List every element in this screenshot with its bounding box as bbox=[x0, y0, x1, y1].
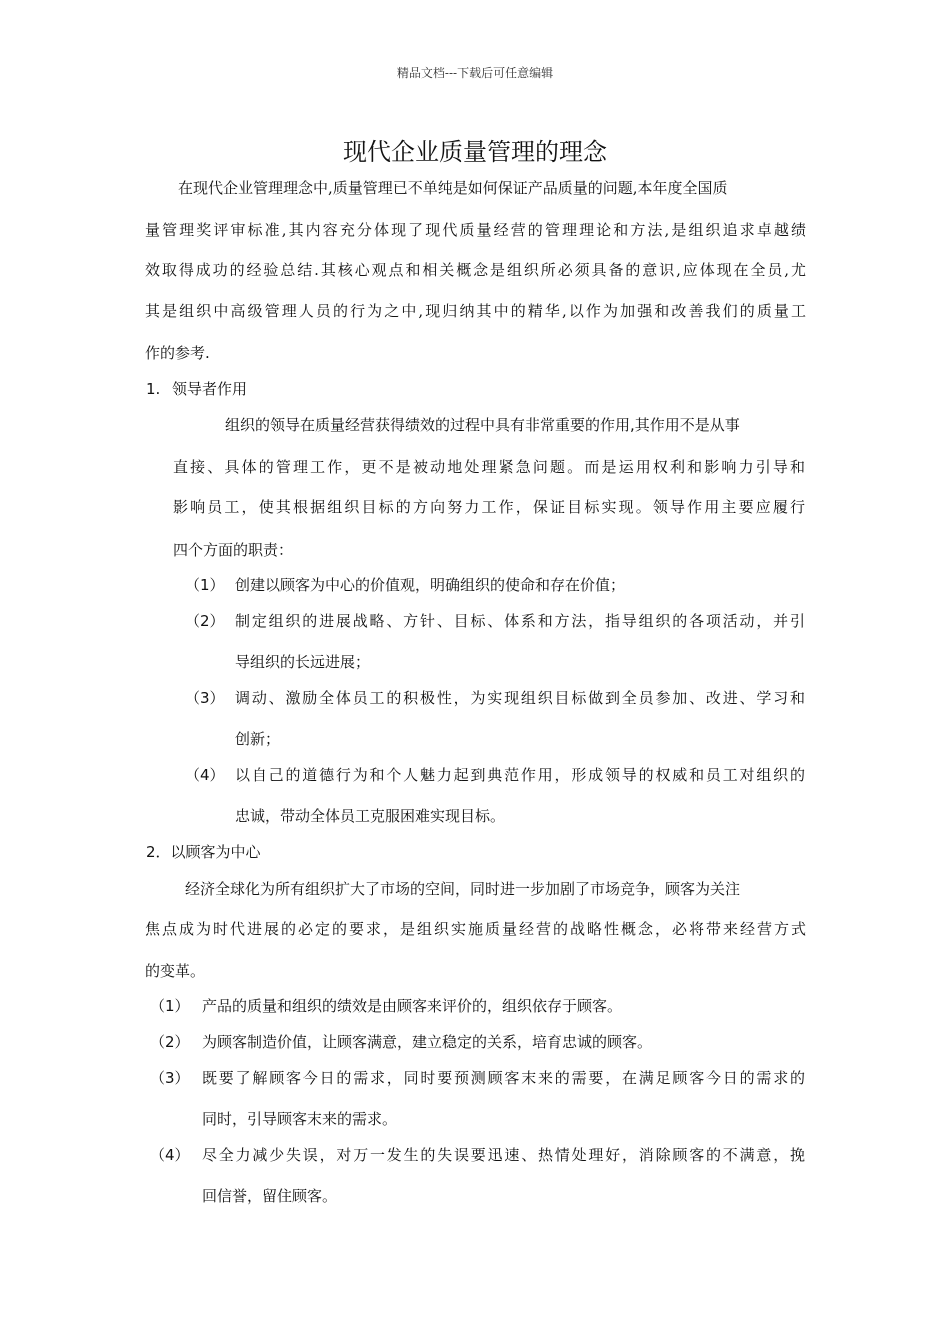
list-item-text: 回信誉，留住顾客。 bbox=[202, 1187, 338, 1205]
list-item-number: （2） bbox=[185, 612, 225, 630]
section-heading: 领导者作用 bbox=[172, 380, 248, 398]
section-paragraph-line: 组织的领导在质量经营获得绩效的过程中具有非常重要的作用,其作用不是从事 bbox=[225, 416, 740, 434]
list-item-text: 忠诚，带动全体员工克服困难实现目标。 bbox=[235, 807, 506, 825]
document-title: 现代企业质量管理的理念 bbox=[343, 138, 607, 166]
section-paragraph-line: 的变革。 bbox=[145, 962, 206, 980]
list-item-text: 既要了解顾客今日的需求，同时要预测顾客末来的需要，在满足顾客今日的需求的 bbox=[202, 1069, 805, 1087]
section-heading: 2．以顾客为中心 bbox=[146, 843, 261, 861]
list-item-text: 以自己的道德行为和个人魅力起到典范作用，形成领导的权威和员工对组织的 bbox=[235, 766, 805, 784]
list-item-text: 制定组织的进展战略、方针、目标、体系和方法，指导组织的各项活动，并引 bbox=[235, 612, 805, 630]
intro-line: 在现代企业管理理念中,质量管理已不单纯是如何保证产品质量的问题,本年度全国质 bbox=[178, 179, 728, 197]
list-item-text: 为顾客制造价值，让顾客满意，建立稳定的关系，培育忠诚的顾客。 bbox=[202, 1033, 653, 1051]
list-item-number: （4） bbox=[185, 766, 225, 784]
list-item-text: 同时，引导顾客末来的需求。 bbox=[202, 1110, 398, 1128]
list-item-text: 产品的质量和组织的绩效是由顾客来评价的，组织依存于顾客。 bbox=[202, 997, 623, 1015]
intro-line: 量管理奖评审标准,其内容充分体现了现代质量经营的管理理论和方法,是组织追求卓越绩 bbox=[145, 221, 806, 239]
list-item-text: 尽全力减少失误，对万一发生的失误要迅速、热情处理好，消除顾客的不满意，挽 bbox=[202, 1146, 805, 1164]
list-item-text: 创建以顾客为中心的价值观，明确组织的使命和存在价值； bbox=[235, 576, 626, 594]
intro-line: 效取得成功的经验总结.其核心观点和相关概念是组织所必须具备的意识,应体现在全员,尤 bbox=[145, 261, 806, 279]
section-paragraph-line: 焦点成为时代进展的必定的要求，是组织实施质量经营的战略性概念，必将带来经营方式 bbox=[145, 920, 806, 938]
list-item-number: （3） bbox=[185, 689, 225, 707]
list-item-number: （3） bbox=[150, 1069, 190, 1087]
list-item-number: （1） bbox=[185, 576, 225, 594]
page-header: 精品文档---下载后可任意编辑 bbox=[396, 66, 554, 80]
section-paragraph-line: 直接、具体的管理工作，更不是被动地处理紧急问题。而是运用权利和影响力引导和 bbox=[173, 458, 805, 476]
intro-line: 其是组织中高级管理人员的行为之中,现归纳其中的精华,以作为加强和改善我们的质量工 bbox=[145, 302, 806, 320]
list-item-number: （4） bbox=[150, 1146, 190, 1164]
list-item-number: （1） bbox=[150, 997, 190, 1015]
section-number: 1. bbox=[146, 380, 161, 398]
section-paragraph-line: 经济全球化为所有组织扩大了市场的空间，同时进一步加剧了市场竞争，顾客为关注 bbox=[185, 880, 741, 898]
intro-line: 作的参考. bbox=[145, 344, 210, 362]
list-item-text: 导组织的长远进展； bbox=[235, 653, 371, 671]
list-item-number: （2） bbox=[150, 1033, 190, 1051]
section-paragraph-line: 影响员工，使其根据组织目标的方向努力工作，保证目标实现。领导作用主要应履行 bbox=[173, 498, 805, 516]
section-paragraph-line: 四个方面的职责： bbox=[173, 541, 294, 559]
list-item-text: 调动、激励全体员工的积极性，为实现组织目标做到全员参加、改进、学习和 bbox=[235, 689, 805, 707]
list-item-text: 创新； bbox=[235, 730, 281, 748]
